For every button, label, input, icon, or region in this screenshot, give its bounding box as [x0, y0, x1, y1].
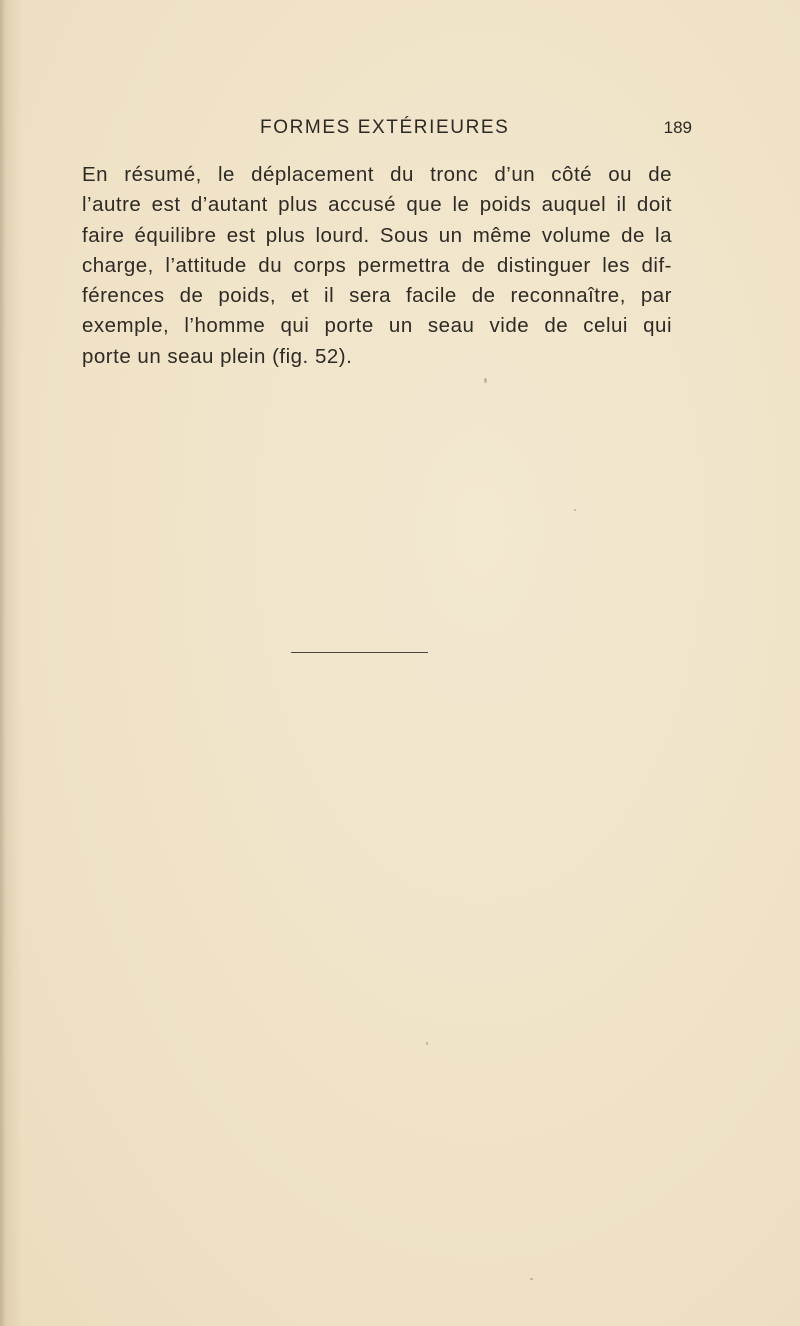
section-divider: [291, 652, 428, 653]
text-line: férences de poids, et il sera facile de reconnaître, par: [82, 284, 672, 308]
running-head: [60, 117, 700, 147]
text-line: l’autre est d’autant plus accusé que le poids auquel il doit: [82, 193, 672, 217]
paper-speck: [530, 1278, 533, 1280]
page-number: 189: [663, 118, 692, 137]
paper-speck: [574, 509, 576, 511]
text-line: exemple, l’homme qui porte un seau vide de celui qui: [82, 314, 672, 338]
paper-speck: [484, 378, 487, 383]
text-line: faire équilibre est plus lourd. Sous un même volume de la: [82, 223, 672, 247]
text-line: charge, l’attitude du corps permettra de distinguer les dif-: [82, 253, 672, 277]
text-line: En résumé, le déplacement du tronc d’un côté ou de: [82, 163, 672, 186]
running-title: FORMES EXTÉRIEURES: [260, 117, 510, 138]
text-line: porte un seau plein (fig. 52).: [82, 344, 353, 368]
paper-speck: [426, 1042, 428, 1045]
body-paragraph: [82, 160, 672, 372]
